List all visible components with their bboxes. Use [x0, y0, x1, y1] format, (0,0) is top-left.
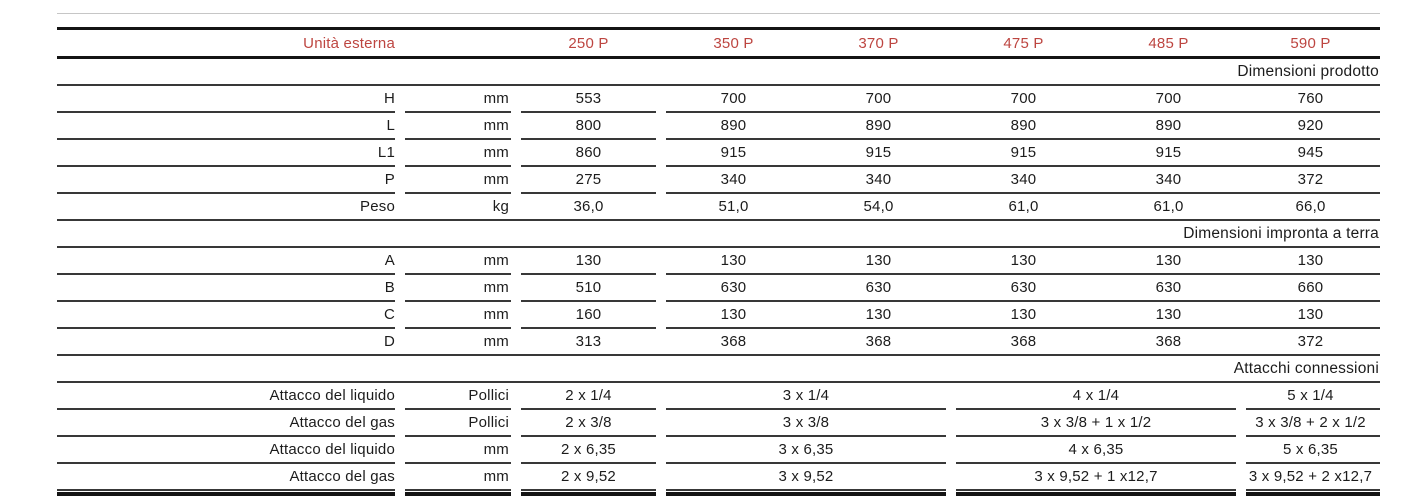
value-cell: 340 [865, 171, 892, 188]
row-label: L [386, 117, 395, 134]
section-title: Dimensioni prodotto [1237, 63, 1379, 80]
value-cell: 630 [1155, 279, 1182, 296]
value-cell: 340 [1155, 171, 1182, 188]
column-header-370p: 370 P [858, 34, 899, 52]
unit-cell: kg [492, 198, 509, 215]
row-label: P [384, 171, 395, 188]
unit-cell: mm [483, 441, 509, 458]
section-header-dimensioni-prodotto [57, 59, 1380, 84]
table-bottom-thick-rule [57, 492, 1380, 496]
value-cell: 61,0 [1008, 198, 1039, 215]
value-cell: 275 [575, 171, 602, 188]
value-cell: 915 [1155, 144, 1182, 161]
table-row-attacco-liquido-mm [57, 437, 1380, 462]
value-cell-merged: 4 x 1/4 [1072, 387, 1120, 404]
value-cell: 368 [865, 333, 892, 350]
value-cell: 2 x 1/4 [565, 387, 612, 404]
row-label: D [383, 333, 395, 350]
value-cell: 130 [1010, 306, 1037, 323]
value-cell: 5 x 6,35 [1283, 441, 1338, 458]
table-row-a [57, 248, 1380, 273]
unit-cell: mm [483, 117, 509, 134]
value-cell: 372 [1297, 171, 1324, 188]
unit-cell: mm [483, 252, 509, 269]
value-cell: 510 [575, 279, 602, 296]
value-cell: 368 [1010, 333, 1037, 350]
value-cell: 630 [865, 279, 892, 296]
row-label: Attacco del liquido [269, 387, 395, 404]
value-cell: 130 [1297, 306, 1324, 323]
table-row-l1 [57, 140, 1380, 165]
value-cell: 368 [1155, 333, 1182, 350]
value-cell: 54,0 [863, 198, 894, 215]
value-cell: 160 [575, 306, 602, 323]
value-cell: 2 x 3/8 [565, 414, 612, 431]
value-cell: 130 [1297, 252, 1324, 269]
row-label: B [384, 279, 395, 296]
value-cell: 340 [1010, 171, 1037, 188]
value-cell: 890 [1010, 117, 1037, 134]
row-label: L1 [377, 144, 395, 161]
value-cell: 66,0 [1295, 198, 1326, 215]
value-cell: 915 [1010, 144, 1037, 161]
table-header-row [57, 30, 1380, 56]
spec-table [57, 13, 1380, 496]
row-label: Attacco del liquido [269, 441, 395, 458]
row-label: H [383, 90, 395, 107]
value-cell: 890 [865, 117, 892, 134]
value-cell: 372 [1297, 333, 1324, 350]
value-cell-merged: 3 x 3/8 [782, 414, 830, 431]
column-header-250p: 250 P [568, 34, 609, 52]
unit-cell: mm [483, 333, 509, 350]
unit-cell: mm [483, 468, 509, 485]
value-cell: 760 [1297, 90, 1324, 107]
value-cell: 130 [720, 306, 747, 323]
value-cell: 5 x 1/4 [1287, 387, 1334, 404]
value-cell: 130 [1155, 306, 1182, 323]
value-cell: 553 [575, 90, 602, 107]
table-row-h [57, 86, 1380, 111]
value-cell: 890 [720, 117, 747, 134]
table-row-d [57, 329, 1380, 354]
value-cell-merged: 3 x 9,52 [778, 468, 834, 485]
column-header-485p: 485 P [1148, 34, 1189, 52]
unit-cell: Pollici [468, 414, 509, 431]
row-label: A [384, 252, 395, 269]
value-cell: 860 [575, 144, 602, 161]
value-cell: 3 x 3/8 + 2 x 1/2 [1255, 414, 1366, 431]
section-header-attacchi-connessioni [57, 356, 1380, 381]
value-cell: 313 [575, 333, 602, 350]
section-header-impronta-a-terra [57, 221, 1380, 246]
value-cell: 800 [575, 117, 602, 134]
section-title: Dimensioni impronta a terra [1183, 225, 1379, 242]
value-cell: 51,0 [718, 198, 749, 215]
table-row-attacco-liquido-pollici [57, 383, 1380, 408]
unit-cell: mm [483, 90, 509, 107]
table-row-l [57, 113, 1380, 138]
value-cell: 915 [720, 144, 747, 161]
table-row-attacco-gas-mm [57, 464, 1380, 489]
header-unit-esterna-label: Unità esterna [303, 34, 395, 52]
column-header-475p: 475 P [1003, 34, 1044, 52]
value-cell: 660 [1297, 279, 1324, 296]
value-cell: 700 [720, 90, 747, 107]
row-label: Attacco del gas [289, 414, 395, 431]
value-cell: 700 [865, 90, 892, 107]
value-cell: 3 x 9,52 + 2 x12,7 [1248, 468, 1373, 485]
row-rule [57, 354, 1380, 356]
table-row-attacco-gas-pollici [57, 410, 1380, 435]
value-cell: 2 x 9,52 [561, 468, 616, 485]
value-cell: 2 x 6,35 [561, 441, 616, 458]
row-label: Peso [360, 198, 395, 215]
table-top-light-rule [57, 13, 1380, 14]
value-cell: 130 [865, 306, 892, 323]
value-cell: 61,0 [1153, 198, 1184, 215]
value-cell: 130 [575, 252, 602, 269]
value-cell: 700 [1155, 90, 1182, 107]
value-cell: 915 [865, 144, 892, 161]
value-cell: 368 [720, 333, 747, 350]
unit-cell: mm [483, 279, 509, 296]
row-rule [57, 489, 1380, 491]
value-cell: 130 [865, 252, 892, 269]
value-cell: 920 [1297, 117, 1324, 134]
row-rule [57, 219, 1380, 221]
value-cell: 630 [1010, 279, 1037, 296]
header-bottom-rule [57, 56, 1380, 59]
section-title: Attacchi connessioni [1233, 360, 1379, 377]
column-header-590p: 590 P [1290, 34, 1331, 52]
table-row-b [57, 275, 1380, 300]
value-cell-merged: 3 x 6,35 [778, 441, 834, 458]
unit-cell: mm [483, 144, 509, 161]
table-row-peso [57, 194, 1380, 219]
row-label: C [383, 306, 395, 323]
value-cell-merged: 4 x 6,35 [1068, 441, 1124, 458]
value-cell-merged: 3 x 3/8 + 1 x 1/2 [1040, 414, 1152, 431]
value-cell: 340 [720, 171, 747, 188]
column-header-350p: 350 P [713, 34, 754, 52]
value-cell-merged: 3 x 1/4 [782, 387, 830, 404]
value-cell: 945 [1297, 144, 1324, 161]
value-cell-merged: 3 x 9,52 + 1 x12,7 [1034, 468, 1158, 485]
value-cell: 700 [1010, 90, 1037, 107]
unit-cell: Pollici [468, 387, 509, 404]
value-cell: 36,0 [573, 198, 604, 215]
unit-cell: mm [483, 171, 509, 188]
value-cell: 130 [1155, 252, 1182, 269]
value-cell: 630 [720, 279, 747, 296]
value-cell: 130 [1010, 252, 1037, 269]
table-row-c [57, 302, 1380, 327]
row-label: Attacco del gas [289, 468, 395, 485]
value-cell: 890 [1155, 117, 1182, 134]
value-cell: 130 [720, 252, 747, 269]
unit-cell: mm [483, 306, 509, 323]
table-row-p [57, 167, 1380, 192]
